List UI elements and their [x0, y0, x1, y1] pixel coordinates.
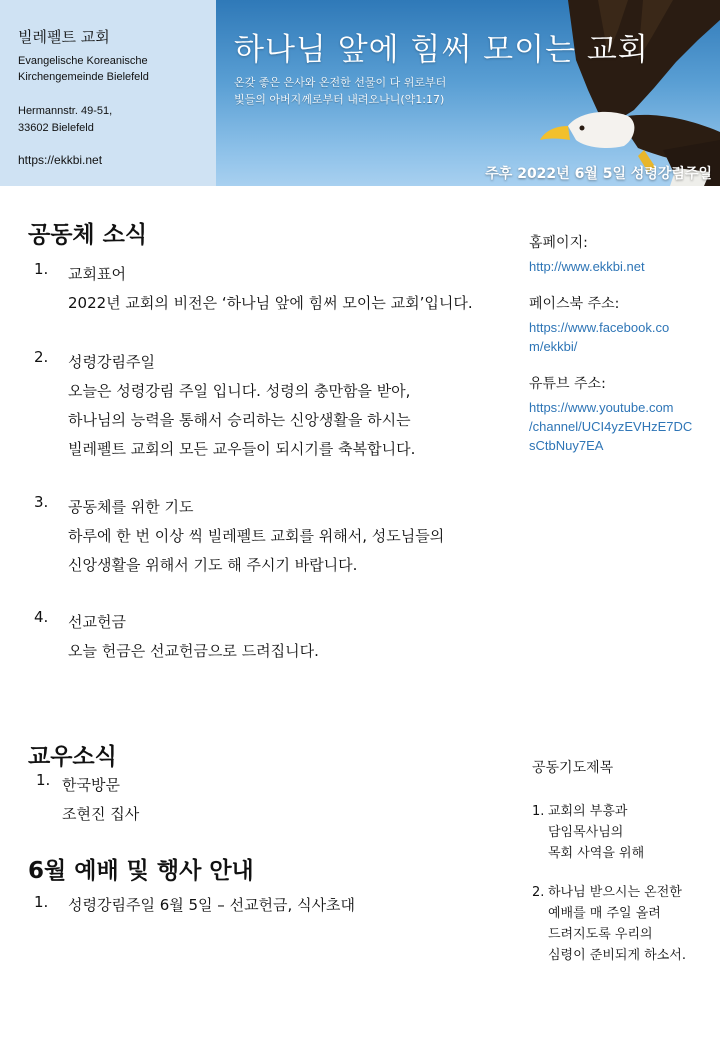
list-item-text: 신앙생활을 위해서 기도 해 주시기 바랍니다.: [68, 556, 358, 574]
prayer-number: 1.: [532, 804, 545, 819]
prayer-line: 심령이 준비되게 하소서.: [548, 948, 686, 963]
facebook-label: 페이스북 주소:: [529, 296, 620, 312]
banner-date: 주후 2022년 6월 5일 성령강림주일: [485, 166, 712, 182]
youtube-link[interactable]: [529, 398, 715, 455]
homepage-label: 홈페이지:: [529, 235, 588, 251]
verse-line: 온갖 좋은 은사와 온전한 선물이 다 위로부터: [234, 76, 447, 89]
prayer-box: [532, 757, 720, 984]
list-item-heading: 선교헌금: [68, 613, 126, 631]
list-item: [34, 260, 504, 348]
verse-line: 빛들의 아버지께로부터 내려오나니(약1:17): [234, 93, 445, 106]
list-item-heading: 성령강림주일: [68, 353, 155, 371]
list-item-text: 조현진 집사: [62, 805, 140, 823]
prayer-line: 드려지도록 우리의: [548, 927, 653, 942]
list-item-text: 성령강림주일 6월 5일 – 선교헌금, 식사초대: [68, 896, 356, 914]
community-news-title: 공동체 소식: [28, 222, 148, 248]
list-item-text: 하루에 한 번 이상 씩 빌레펠트 교회를 위해서, 성도님들의: [68, 527, 445, 545]
member-news-title: 교우소식: [28, 744, 117, 770]
events-list: [34, 893, 474, 917]
prayer-line: 교회의 부흥과: [548, 804, 628, 819]
list-number: 1.: [34, 893, 49, 911]
list-item-text: 오늘 헌금은 선교헌금으로 드려집니다.: [68, 642, 319, 660]
prayer-item: [532, 801, 720, 864]
list-item: [34, 348, 504, 493]
facebook-link-line: m/ekkbi/: [529, 339, 578, 354]
list-item-text: 2022년 교회의 비전은 ‘하나님 앞에 힘써 모이는 교회’입니다.: [68, 294, 473, 312]
banner: [216, 0, 720, 186]
prayer-item: [532, 882, 720, 966]
prayer-line: 예배를 매 주일 올려: [548, 906, 661, 921]
facebook-link[interactable]: [529, 318, 715, 356]
youtube-link-line: https://www.youtube.com: [529, 400, 674, 415]
list-item-text: 하나님의 능력을 통해서 승리하는 신앙생활을 하시는: [68, 411, 411, 429]
church-address: [18, 103, 216, 137]
community-news-list: [34, 260, 504, 668]
list-number: 1.: [36, 771, 51, 789]
list-item-heading: 공동체를 위한 기도: [68, 498, 194, 516]
church-info-box: [0, 0, 216, 186]
prayer-number: 2.: [532, 885, 545, 900]
list-item: [34, 493, 504, 608]
prayer-line: 목회 사역을 위해: [548, 846, 645, 861]
youtube-link-line: sCtbNuy7EA: [529, 438, 604, 453]
banner-verse: [234, 74, 446, 108]
prayer-line: 담임목사님의: [548, 825, 624, 840]
homepage-link[interactable]: http://www.ekkbi.net: [529, 259, 645, 274]
list-item-text: 오늘은 성령강림 주일 입니다. 성령의 충만함을 받아,: [68, 382, 411, 400]
prayer-title: 공동기도제목: [532, 760, 614, 776]
prayer-line: 하나님 받으시는 온전한: [548, 885, 682, 900]
facebook-link-line: https://www.facebook.co: [529, 320, 670, 335]
address-line: Hermannstr. 49-51,: [18, 105, 113, 117]
list-item-text: 빌레펠트 교회의 모든 교우들이 되시기를 축복합니다.: [68, 440, 416, 458]
header: [0, 0, 720, 186]
church-name-german-line: Evangelische Koreanische: [18, 55, 148, 67]
list-item: [36, 771, 436, 829]
list-item-heading: 한국방문: [62, 776, 120, 794]
address-line: 33602 Bielefeld: [18, 122, 94, 134]
events-title: 6월 예배 및 행사 안내: [28, 858, 254, 884]
list-item: [34, 608, 504, 668]
banner-title: 하나님 앞에 힘써 모이는 교회: [234, 32, 649, 68]
list-number: 1.: [34, 260, 49, 278]
list-number: 2.: [34, 348, 49, 366]
youtube-link-line: /channel/UCI4yzEVHzE7DC: [529, 419, 693, 434]
list-number: 4.: [34, 608, 49, 626]
member-news-list: [36, 771, 436, 829]
list-number: 3.: [34, 493, 49, 511]
list-item: [34, 893, 474, 917]
church-website[interactable]: https://ekkbi.net: [18, 153, 103, 167]
list-item-heading: 교회표어: [68, 265, 126, 283]
church-name-german: [18, 53, 216, 85]
church-name: 빌레펠트 교회: [18, 28, 110, 46]
links-sidebar: [529, 232, 715, 455]
youtube-label: 유튜브 주소:: [529, 376, 606, 392]
church-name-german-line: Kirchengemeinde Bielefeld: [18, 71, 149, 83]
